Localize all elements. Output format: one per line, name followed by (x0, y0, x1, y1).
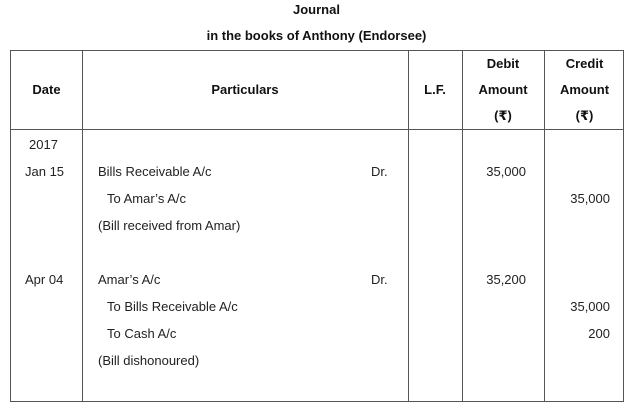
entry-year: 2017 (29, 137, 58, 152)
header-credit-line1: Credit (565, 56, 604, 71)
header-credit-line3: (₹) (575, 108, 594, 123)
narration: (Bill received from Amar) (98, 218, 241, 233)
header-divider (11, 129, 623, 130)
credit-amount: 35,000 (570, 299, 610, 314)
credit-amount: 35,000 (570, 191, 610, 206)
column-divider (462, 51, 463, 401)
journal-subtitle: in the books of Anthony (Endorsee) (206, 28, 427, 43)
entry-date: Jan 15 (25, 164, 65, 179)
column-divider (82, 51, 83, 401)
credit-amount: 200 (588, 326, 610, 341)
dr-marker: Dr. (371, 164, 388, 179)
narration: (Bill dishonoured) (98, 353, 200, 368)
journal-title: Journal (293, 2, 340, 17)
credit-account: To Bills Receivable A/c (107, 299, 238, 314)
column-divider (408, 51, 409, 401)
header-debit-line1: Debit (486, 56, 520, 71)
header-particulars: Particulars (211, 82, 279, 97)
debit-account: Bills Receivable A/c (98, 164, 212, 179)
credit-account: To Cash A/c (107, 326, 177, 341)
header-date: Date (32, 82, 61, 97)
credit-account: To Amar’s A/c (107, 191, 186, 206)
header-lf: L.F. (424, 82, 446, 97)
header-debit-line2: Amount (478, 82, 528, 97)
dr-marker: Dr. (371, 272, 388, 287)
journal-table (10, 50, 624, 402)
header-credit-line2: Amount (559, 82, 610, 97)
header-debit-line3: (₹) (494, 108, 512, 123)
debit-amount: 35,200 (486, 272, 526, 287)
debit-account: Amar’s A/c (98, 272, 161, 287)
entry-date: Apr 04 (25, 272, 64, 287)
column-divider (544, 51, 545, 401)
debit-amount: 35,000 (486, 164, 526, 179)
